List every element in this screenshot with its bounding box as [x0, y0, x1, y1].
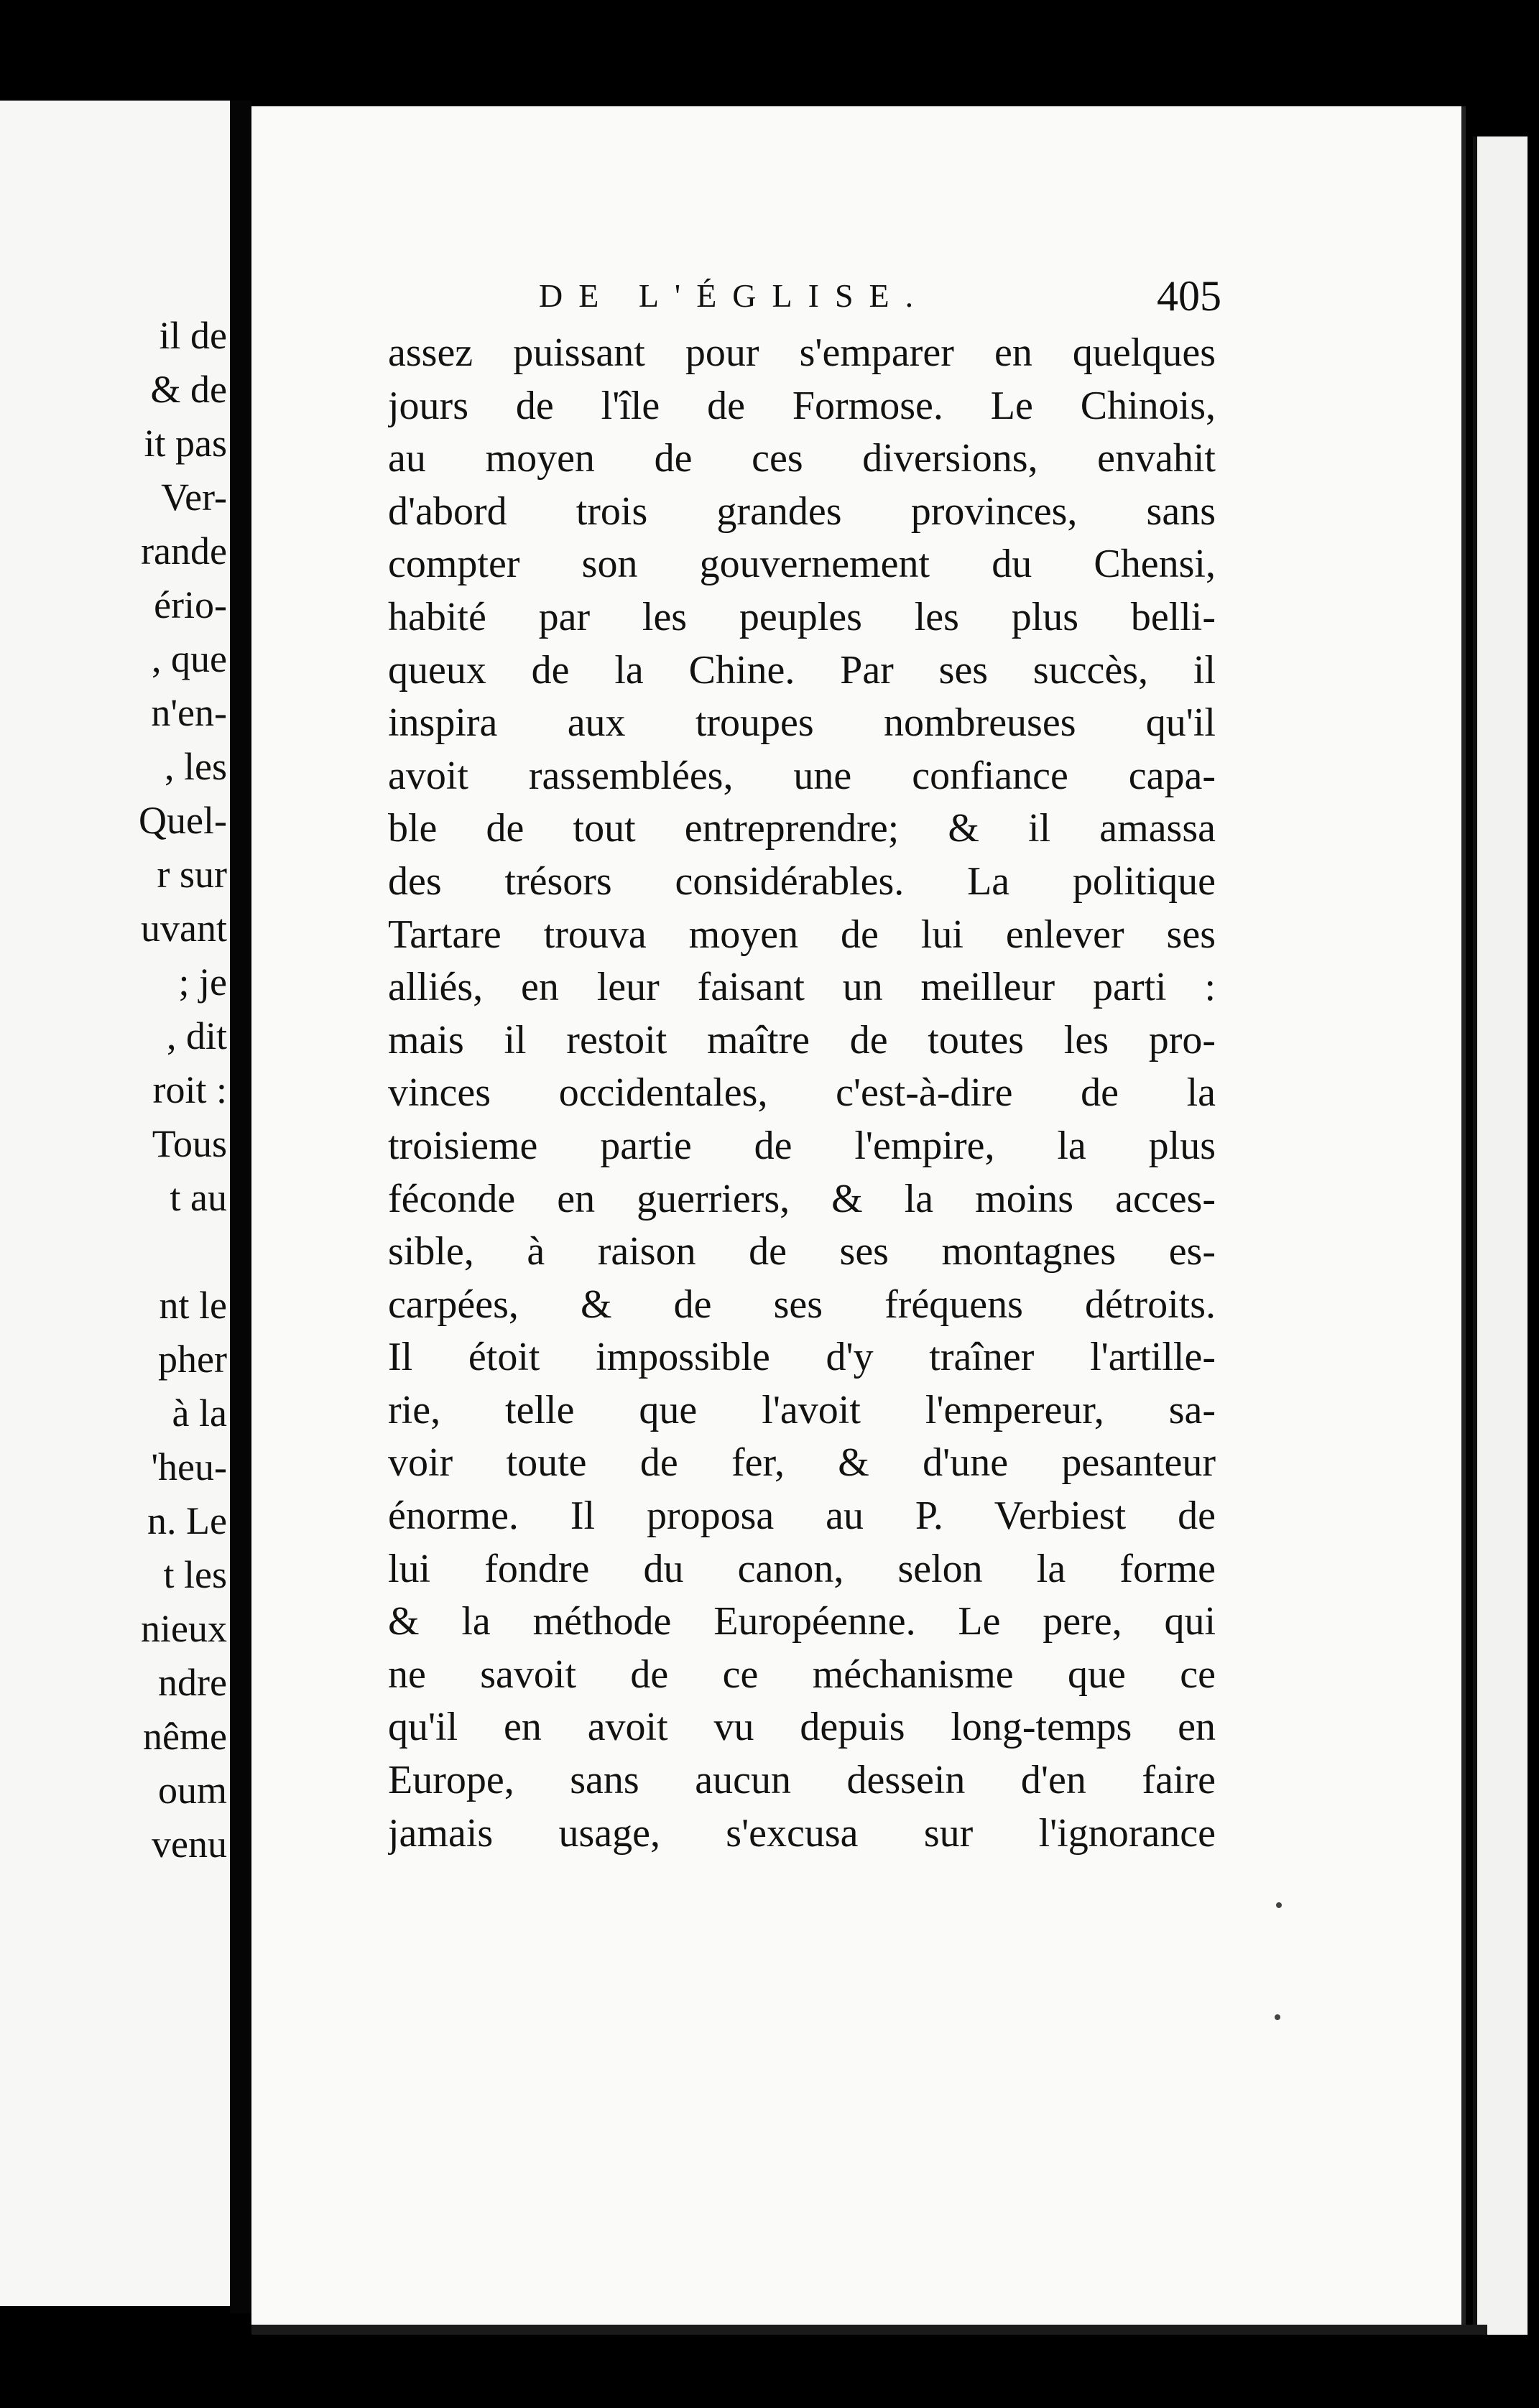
- left-fragment-line: Quel-: [139, 799, 227, 842]
- text-line: Tartare trouva moyen de lui enlever ses: [388, 912, 1216, 957]
- text-line: habité par les peuples les plus belli-: [388, 594, 1216, 639]
- text-line: Europe, sans aucun dessein d'en faire: [388, 1758, 1216, 1803]
- left-fragment-line: , les: [165, 745, 227, 788]
- book-gutter: [230, 101, 251, 2313]
- left-fragment-line: nême: [143, 1715, 227, 1758]
- left-fragment-line: oum: [157, 1769, 227, 1812]
- left-fragment-line: à la: [172, 1391, 227, 1435]
- left-fragment-line: Tous: [152, 1122, 227, 1165]
- text-line: troisieme partie de l'empire, la plus: [388, 1123, 1216, 1168]
- paper-speck: [1275, 2014, 1280, 2020]
- left-fragment-line: Ver-: [161, 476, 227, 519]
- text-line: lui fondre du canon, selon la forme: [388, 1546, 1216, 1591]
- page-bottom-edge: [251, 2325, 1487, 2335]
- text-line: au moyen de ces diversions, envahit: [388, 436, 1216, 481]
- left-fragment-line: , que: [152, 637, 227, 680]
- left-fragment-line: t les: [163, 1553, 227, 1596]
- text-line: d'abord trois grandes provinces, sans: [388, 488, 1216, 534]
- text-line: voir toute de fer, & d'une pesanteur: [388, 1440, 1216, 1486]
- text-line: avoit rassemblées, une confiance capa-: [388, 753, 1216, 798]
- left-fragment-line: n'en-: [151, 691, 227, 734]
- text-line: sible, à raison de ses montagnes es-: [388, 1229, 1216, 1274]
- text-line: mais il restoit maître de toutes les pro-: [388, 1017, 1216, 1062]
- left-fragment-blank: [0, 1225, 237, 1279]
- left-fragment-line: r sur: [157, 853, 227, 896]
- page-stack-edge: [1473, 136, 1528, 2335]
- left-facing-page: [0, 101, 237, 2306]
- left-fragment-line: , dit: [166, 1014, 227, 1057]
- paper-speck: [1276, 1902, 1282, 1908]
- text-line: assez puissant pour s'emparer en quelques: [388, 330, 1216, 375]
- text-line: inspira aux troupes nombreuses qu'il: [388, 700, 1216, 746]
- text-line: ne savoit de ce méchanisme que ce: [388, 1652, 1216, 1697]
- left-fragment-line: 'heu-: [151, 1445, 227, 1488]
- left-fragment-line: n. Le: [147, 1499, 227, 1542]
- left-fragment-line: rande: [141, 529, 227, 573]
- text-line: énorme. Il proposa au P. Verbiest de: [388, 1494, 1216, 1539]
- text-line: compter son gouvernement du Chensi,: [388, 542, 1216, 587]
- text-line: qu'il en avoit vu depuis long-temps en: [388, 1705, 1216, 1750]
- left-fragment-line: uvant: [141, 907, 227, 950]
- text-line: jours de l'île de Formose. Le Chinois,: [388, 383, 1216, 428]
- left-fragment-line: ério-: [154, 583, 227, 626]
- text-line: alliés, en leur faisant un meilleur parti :: [388, 965, 1216, 1010]
- text-line: des trésors considérables. La politique: [388, 858, 1216, 904]
- left-fragment-line: t au: [170, 1176, 227, 1219]
- text-line: Il étoit impossible d'y traîner l'artille-: [388, 1335, 1216, 1380]
- left-fragment-line: roit :: [152, 1068, 227, 1111]
- left-fragment-line: ndre: [158, 1661, 227, 1704]
- text-line: queux de la Chine. Par ses succès, il: [388, 647, 1216, 693]
- text-line: jamais usage, s'excusa sur l'ignorance: [388, 1810, 1216, 1856]
- left-fragment-line: il de: [159, 314, 227, 357]
- text-line: carpées, & de ses fréquens détroits.: [388, 1282, 1216, 1327]
- left-fragment-line: nieux: [141, 1607, 227, 1650]
- page-number: 405: [1157, 272, 1221, 320]
- text-line: rie, telle que l'avoit l'empereur, sa-: [388, 1387, 1216, 1432]
- text-line: vinces occidentales, c'est-à-dire de la: [388, 1070, 1216, 1116]
- left-fragment-line: nt le: [159, 1284, 227, 1327]
- text-line: ble de tout entreprendre; & il amassa: [388, 806, 1216, 851]
- running-head: DE L'ÉGLISE.: [539, 277, 930, 314]
- left-fragment-line: ; je: [178, 960, 227, 1004]
- body-text: [388, 327, 1216, 1860]
- left-fragment-line: venu: [152, 1823, 227, 1866]
- left-fragment-line: & de: [150, 368, 227, 411]
- left-page-fragments: [0, 309, 237, 1871]
- text-line: & la méthode Européenne. Le pere, qui: [388, 1599, 1216, 1644]
- left-fragment-line: pher: [158, 1338, 227, 1381]
- text-line: féconde en guerriers, & la moins acces-: [388, 1176, 1216, 1221]
- left-fragment-line: it pas: [144, 422, 227, 465]
